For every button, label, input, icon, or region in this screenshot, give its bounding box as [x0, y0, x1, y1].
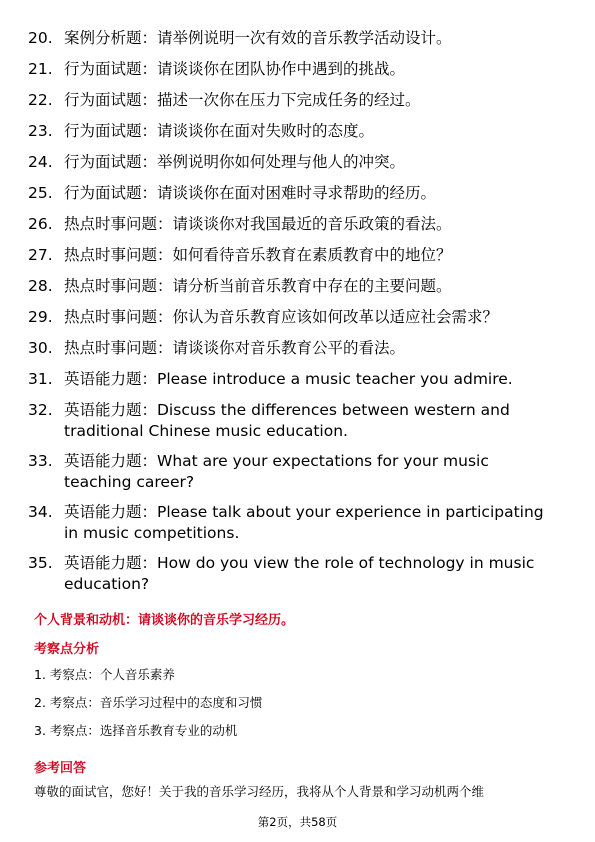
question-text: 行为面试题：描述一次你在压力下完成任务的经过。	[64, 91, 421, 109]
question-number: 25.	[28, 184, 53, 202]
answer-text: 尊敬的面试官，您好！关于我的音乐学习经历，我将从个人背景和学习动机两个维	[34, 784, 485, 799]
question-text: 案例分析题：请举例说明一次有效的音乐教学活动设计。	[64, 29, 452, 47]
question-item	[28, 369, 558, 390]
analysis-point: 3. 考察点：选择音乐教育专业的动机	[34, 723, 238, 738]
question-text: 热点时事问题：请分析当前音乐教育中存在的主要问题。	[64, 277, 452, 295]
question-text: 热点时事问题：请谈谈你对我国最近的音乐政策的看法。	[64, 215, 452, 233]
question-item	[28, 400, 558, 442]
question-number: 33.	[28, 452, 53, 470]
page-number: 第2页，共58页	[257, 815, 338, 829]
question-item	[28, 214, 558, 235]
question-number: 29.	[28, 308, 53, 326]
analysis-point: 2. 考察点：音乐学习过程中的态度和习惯	[34, 695, 263, 710]
question-number: 26.	[28, 215, 53, 233]
question-text: 热点时事问题：如何看待音乐教育在素质教育中的地位？	[64, 246, 452, 264]
question-text: 行为面试题：请谈谈你在团队协作中遇到的挑战。	[64, 60, 406, 78]
question-text: 热点时事问题：请谈谈你对音乐教育公平的看法。	[64, 339, 406, 357]
question-item	[28, 276, 558, 297]
answer-heading: 参考回答	[34, 761, 87, 776]
question-text: 英语能力题：Discuss the differences between western and traditional Chinese music education.	[64, 401, 510, 440]
question-text: 英语能力题：What are your expectations for your music teaching career?	[64, 452, 489, 491]
question-number: 30.	[28, 339, 53, 357]
question-number: 28.	[28, 277, 53, 295]
question-text: 行为面试题：请谈谈你在面对困难时寻求帮助的经历。	[64, 184, 437, 202]
question-item	[28, 553, 558, 595]
question-number: 35.	[28, 554, 53, 572]
question-number: 27.	[28, 246, 53, 264]
question-text: 英语能力题：How do you view the role of technology in music education?	[64, 554, 535, 593]
question-item	[28, 502, 558, 544]
question-number: 22.	[28, 91, 53, 109]
question-item	[28, 152, 558, 173]
question-item	[28, 183, 558, 204]
question-number: 24.	[28, 153, 53, 171]
question-number: 34.	[28, 503, 53, 521]
question-text: 英语能力题：Please introduce a music teacher you admire.	[64, 370, 513, 388]
analysis-point: 1. 考察点：个人音乐素养	[34, 667, 175, 682]
question-text: 英语能力题：Please talk about your experience in participating in music competitions.	[64, 503, 544, 542]
question-number: 32.	[28, 401, 53, 419]
question-item	[28, 121, 558, 142]
question-item	[28, 338, 558, 359]
section-title: 个人背景和动机：请谈谈你的音乐学习经历。	[34, 613, 295, 628]
question-item	[28, 245, 558, 266]
analysis-heading: 考察点分析	[34, 642, 100, 657]
question-item	[28, 90, 558, 111]
question-text: 热点时事问题：你认为音乐教育应该如何改革以适应社会需求？	[64, 308, 499, 326]
question-number: 23.	[28, 122, 53, 140]
question-item	[28, 59, 558, 80]
question-number: 31.	[28, 370, 53, 388]
question-item	[28, 451, 558, 493]
question-number: 21.	[28, 60, 53, 78]
question-text: 行为面试题：举例说明你如何处理与他人的冲突。	[64, 153, 406, 171]
question-item	[28, 307, 558, 328]
question-number: 20.	[28, 29, 53, 47]
question-item	[28, 28, 558, 49]
question-text: 行为面试题：请谈谈你在面对失败时的态度。	[64, 122, 375, 140]
